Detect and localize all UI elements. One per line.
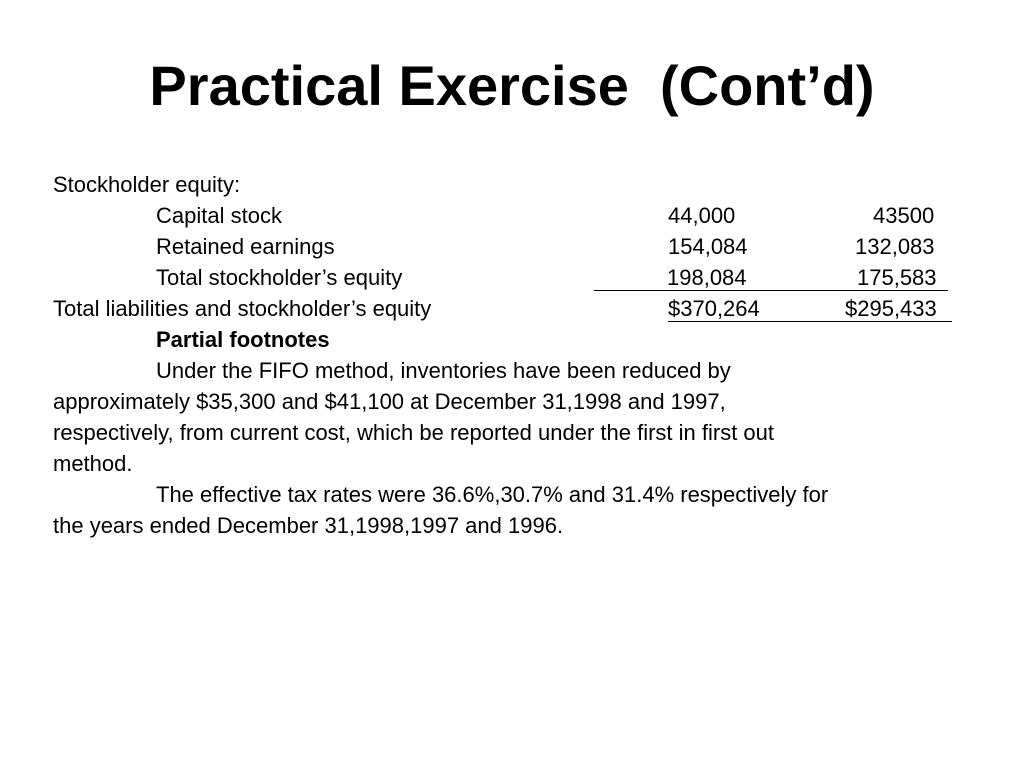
total-liabilities-label: Total liabilities and stockholder’s equity [53,296,432,321]
row-value-1997-capital-stock: 43500 [873,203,935,228]
row-value-1998-capital-stock: 44,000 [668,203,736,228]
total-equity-underline [594,290,948,291]
footnote-1-line-4: method. [53,451,133,476]
footnote-2-line-1: The effective tax rates were 36.6%,30.7% and 31.4% respectively for [156,482,829,507]
equity-heading: Stockholder equity: [53,172,241,197]
total-liabilities-value-1997: $295,433 [845,296,937,321]
footnote-2-line-2: the years ended December 31,1998,1997 and 1996. [53,513,564,538]
row-value-1998-retained-earnings: 154,084 [668,234,748,259]
row-value-1998-total-equity: 198,084 [667,265,747,290]
footnotes-heading: Partial footnotes [156,327,330,352]
row-value-1997-total-equity: 175,583 [857,265,937,290]
slide-title: Practical Exercise (Cont’d) [149,54,875,117]
footnote-1-line-2: approximately $35,300 and $41,100 at December 31,1998 and 1997, [53,389,726,414]
footnote-1-line-3: respectively, from current cost, which be reported under the first in first out [53,420,775,445]
row-value-1997-retained-earnings: 132,083 [855,234,935,259]
row-label-total-equity: Total stockholder’s equity [156,265,403,290]
row-label-capital-stock: Capital stock [156,203,282,228]
total-liabilities-value-1998: $370,264 [668,296,760,321]
footnote-1-line-1: Under the FIFO method, inventories have been reduced by [156,358,731,383]
row-label-retained-earnings: Retained earnings [156,234,335,259]
total-liabilities-underline [668,321,952,322]
